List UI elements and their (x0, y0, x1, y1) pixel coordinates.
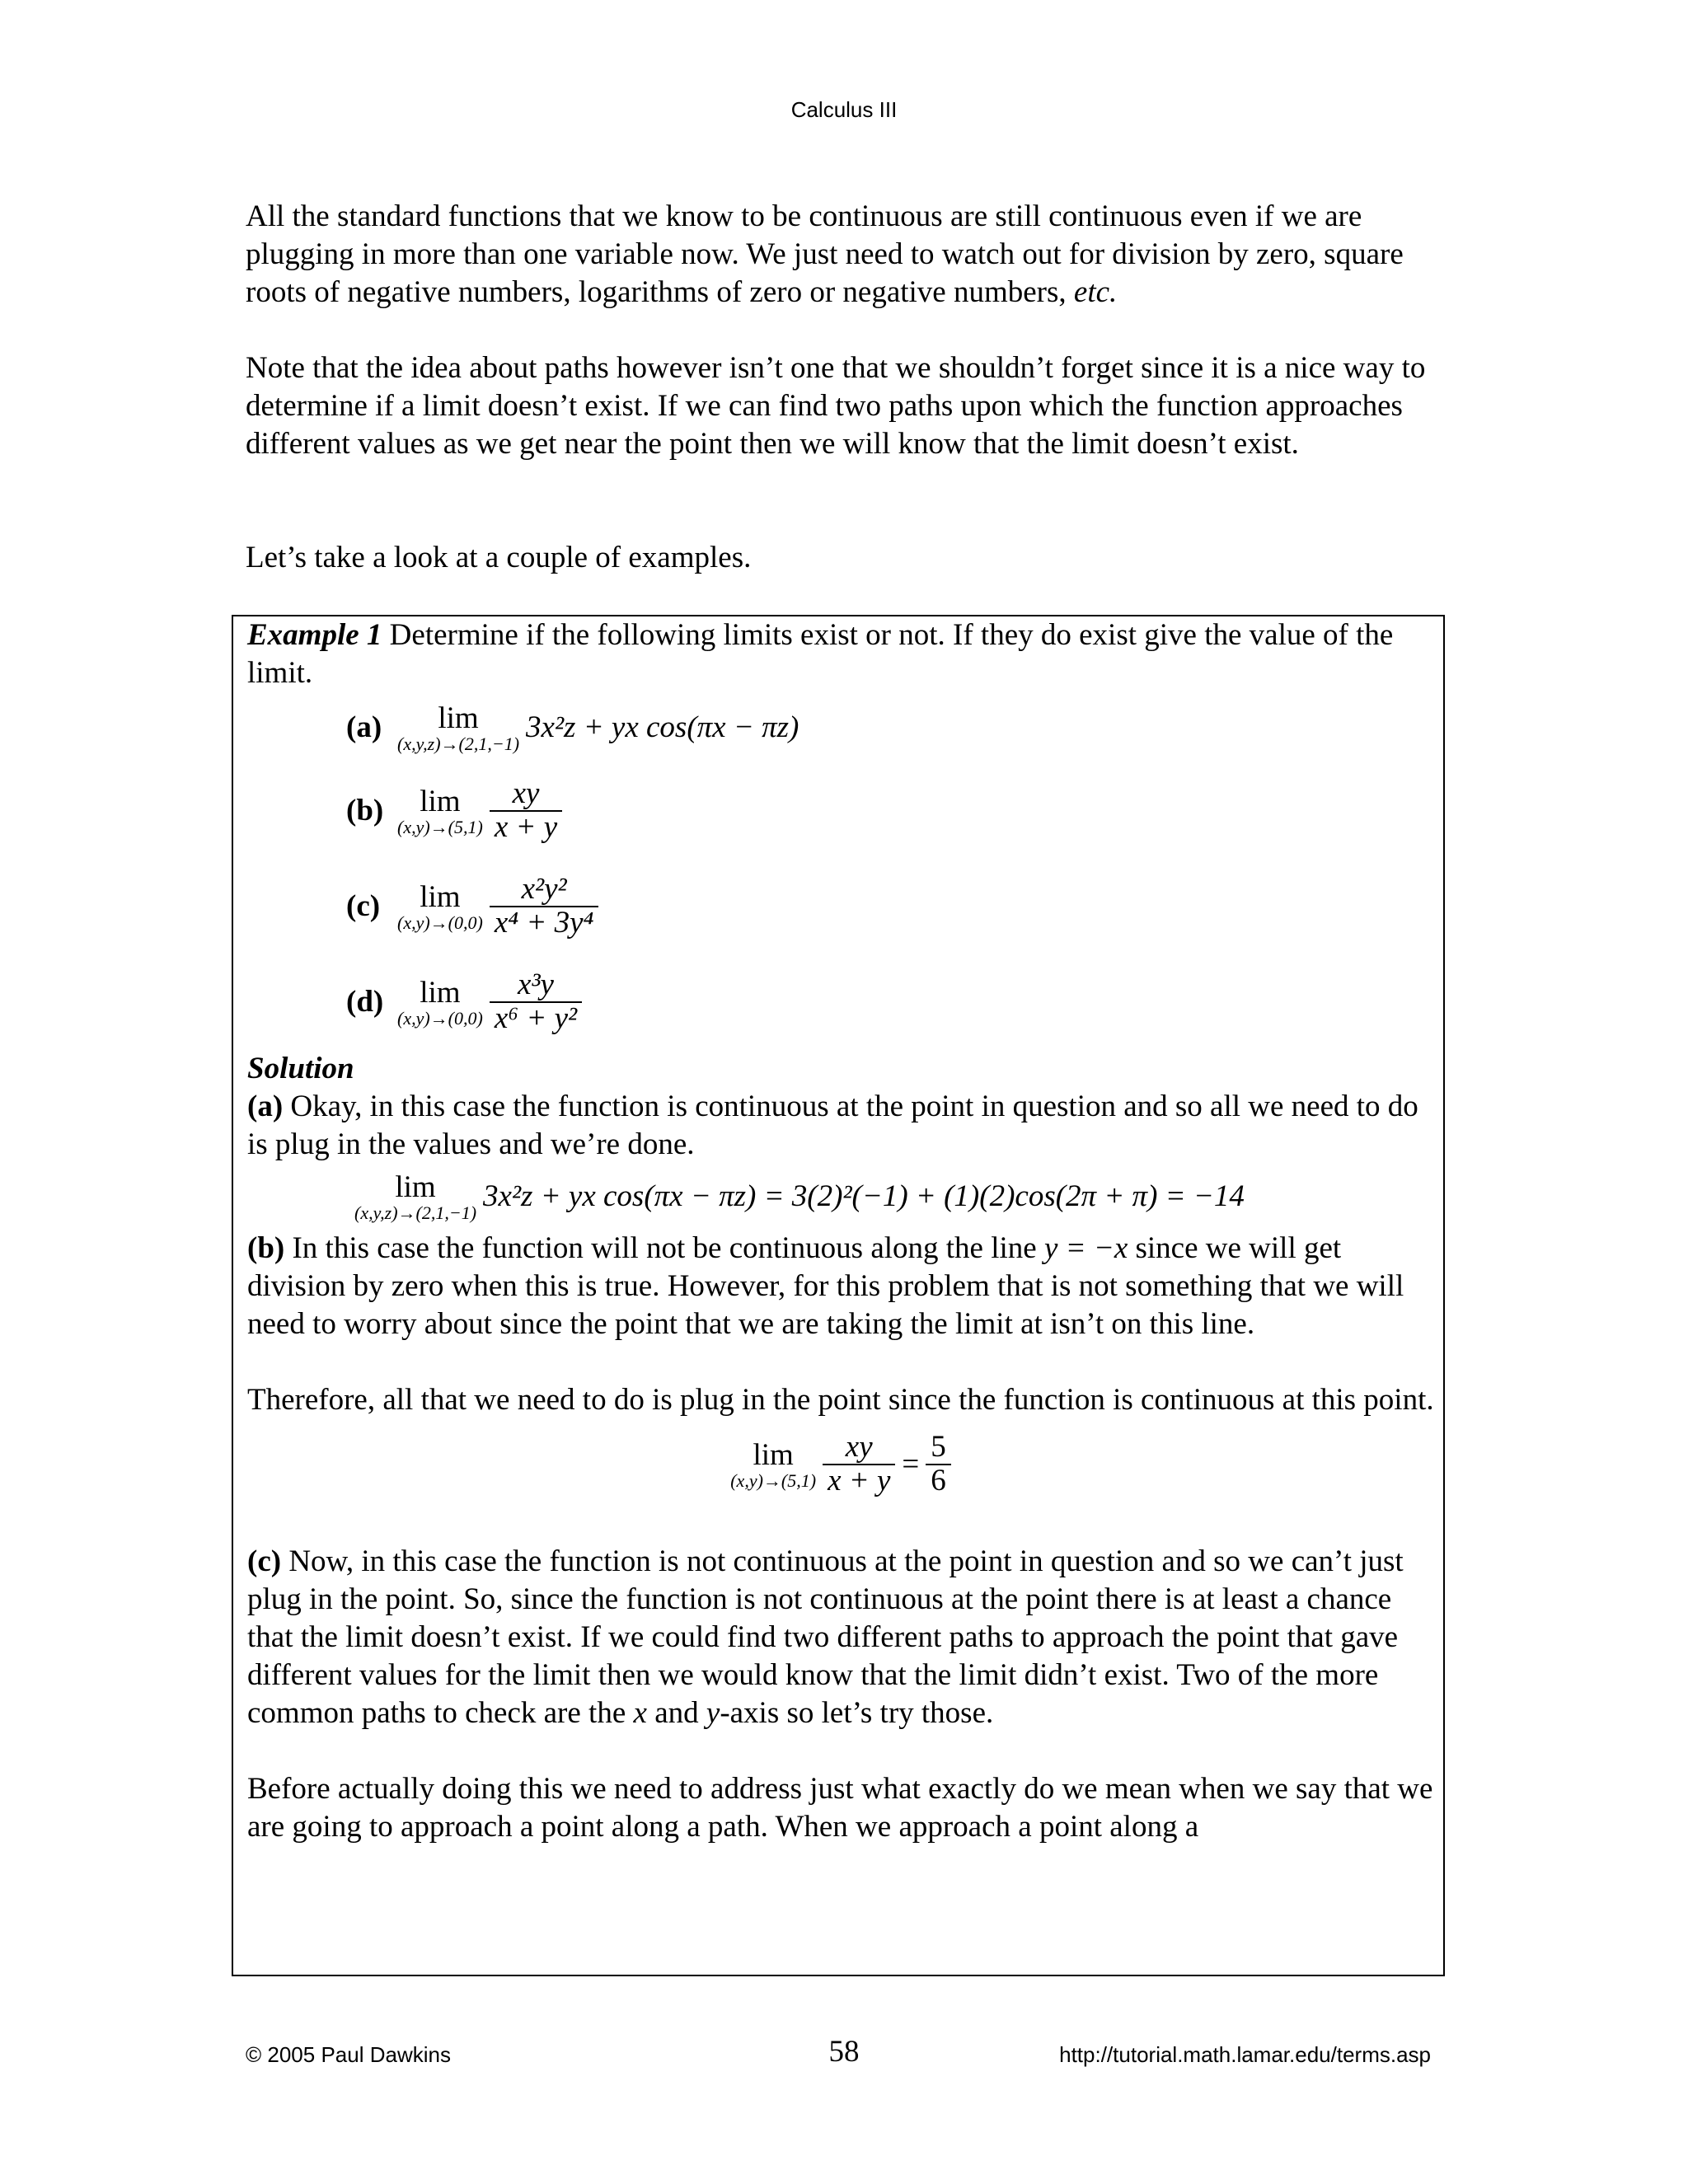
problem-a-under: (x,y,z)→(2,1,−1) (397, 733, 520, 754)
solution-b-under: (x,y)→(5,1) (730, 1469, 817, 1491)
problem-c-under: (x,y)→(0,0) (397, 912, 483, 933)
solution-b-body-1: In this case the function will not be continuous along the line (284, 1231, 1044, 1265)
problem-b-label: (b) (346, 794, 384, 827)
solution-b-fraction (823, 1432, 895, 1497)
example-statement-text: Determine if the following limits exist or not. If they do exist give the value of the limit. (247, 618, 1394, 690)
problem-d-label: (d) (346, 985, 384, 1019)
solution-a-under: (x,y,z)→(2,1,−1) (354, 1202, 477, 1223)
footer-copyright: © 2005 Paul Dawkins (246, 2042, 451, 2067)
problem-d-numerator: x³y (518, 968, 554, 1002)
solution-a-body: Okay, in this case the function is continuous at the point in question and so all we need to do is plug in the values and we’re done. (247, 1090, 1418, 1161)
footer-page-number: 58 (828, 2035, 860, 2069)
solution-a-text (247, 1088, 1434, 1164)
solution-b-equation (247, 1419, 1434, 1510)
problem-b-under: (x,y)→(5,1) (397, 816, 483, 837)
x-var: x (633, 1696, 647, 1730)
example-content (247, 616, 1434, 1846)
problem-b-fraction (490, 778, 562, 844)
lim-text: lim (420, 975, 461, 1010)
problem-d-fraction (490, 969, 582, 1035)
lim-text: lim (753, 1437, 794, 1472)
solution-a-equation (354, 1164, 1434, 1230)
lim-text: lim (420, 784, 461, 818)
solution-b-result (926, 1432, 951, 1497)
problem-c-fraction (490, 874, 599, 940)
equals-sign: = (902, 1447, 920, 1481)
solution-b-body-2: since we will get division by zero when this is true. However, for this problem that is not something that we will need to worry about since the point that we are taking the limit at isn’t on this line. (247, 1231, 1404, 1341)
solution-c-label: (c) (247, 1544, 282, 1578)
etc-text: etc. (1073, 275, 1118, 309)
problem-b-denominator: x + y (490, 810, 562, 844)
lim-text: lim (395, 1169, 436, 1204)
problem-b (346, 763, 1434, 859)
problem-d (346, 954, 1434, 1050)
solution-a-label: (a) (247, 1090, 284, 1123)
and-text: and (646, 1696, 706, 1730)
problem-c-lim (397, 879, 483, 933)
solution-b-denominator: x + y (823, 1464, 895, 1497)
solution-b-result-numerator: 5 (931, 1430, 946, 1465)
solution-a-lim (354, 1169, 477, 1223)
problem-c (346, 859, 1434, 954)
problem-d-lim (397, 977, 483, 1028)
intro-text-1: All the standard functions that we know to be continuous are still continuous even if we are plugging in more than one variable now. We just need to watch out for division by zero, square roots of negative numbers, logarithms of zero or negative numbers, (246, 199, 1404, 309)
page-header: Calculus III (790, 97, 898, 122)
solution-a-expr: 3x²z + yx cos(πx − πz) = 3(2)²(−1) + (1)(2)cos(2π + π) = −14 (483, 1179, 1245, 1213)
solution-b-label: (b) (247, 1231, 285, 1265)
intro-paragraph-3: Let’s take a look at a couple of examples. (246, 541, 752, 574)
example-statement (247, 616, 1434, 692)
example-title: Example 1 (247, 618, 382, 652)
problem-a (346, 692, 1434, 763)
problem-a-lim (397, 703, 519, 753)
problem-c-label: (c) (346, 889, 381, 923)
intro-paragraph-2: Note that the idea about paths however isn’t one that we shouldn’t forget since it is a nice way to determine if a limit doesn’t exist. If we can find two paths upon which the function approaches different values as we get near the point then we will know that the limit doesn’t exist. (246, 351, 1426, 461)
lim-text: lim (438, 701, 479, 735)
lim-text: lim (420, 879, 461, 914)
problem-c-denominator: x⁴ + 3y⁴ (490, 906, 599, 940)
problem-a-label: (a) (346, 710, 382, 744)
problem-d-under: (x,y)→(0,0) (397, 1007, 483, 1029)
solution-c-body-2: -axis so let’s try those. (720, 1696, 994, 1730)
solution-b-result-denominator: 6 (926, 1464, 951, 1497)
footer-url: http://tutorial.math.lamar.edu/terms.asp (1059, 2042, 1431, 2067)
problem-a-expr: 3x²z + yx cos(πx − πz) (526, 710, 799, 744)
solution-b-line-eq: y = −x (1043, 1231, 1128, 1265)
solution-b-lim (730, 1437, 817, 1491)
solution-heading: Solution (247, 1052, 354, 1085)
solution-c-body-3: Before actually doing this we need to address just what exactly do we mean when we say that we are going to approach a point along a path. When we approach a point along a (247, 1772, 1433, 1844)
example-box (232, 615, 1445, 1976)
problem-b-lim (397, 786, 483, 837)
solution-c-text (247, 1543, 1434, 1732)
solution-b-body-3: Therefore, all that we need to do is plug in the point since the function is continuous at this point. (247, 1383, 1434, 1417)
intro-paragraph-1 (246, 198, 1449, 312)
y-var: y (706, 1696, 720, 1730)
problem-c-numerator: x²y² (521, 872, 567, 907)
solution-b-numerator: xy (845, 1430, 873, 1465)
problem-d-denominator: x⁶ + y² (490, 1001, 582, 1035)
problem-b-numerator: xy (512, 776, 540, 811)
solution-c-body-1: Now, in this case the function is not continuous at the point in question and so we can’t just plug in the point. So, since the function is not continuous at the point there is at least a chance that the limit doesn’t exist. If we could find two different paths to approach the point that gave different values for the limit then we would know that the limit didn’t exist. Two of the more common paths to check are the (247, 1544, 1404, 1730)
solution-b-text (247, 1230, 1434, 1343)
